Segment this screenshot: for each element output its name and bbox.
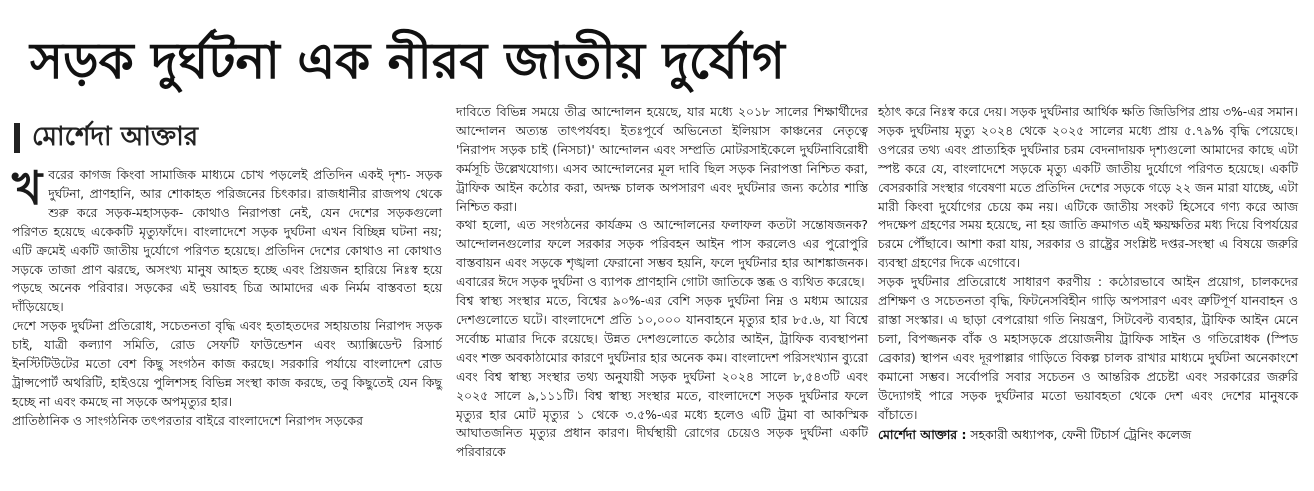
article-column-2: [456, 103, 868, 462]
paragraph: [12, 161, 442, 317]
drop-cap: খ: [12, 161, 43, 215]
article-column-3: [878, 103, 1298, 424]
paragraph: দেশে সড়ক দুর্ঘটনা প্রতিরোধ, সচেতনতা বৃদ্ধি এবং হতাহতদের সহায়তায় নিরাপদ সড়ক চাই, যাত্রী কল্যাণ সমিতি, রোড সেফটি ফাউন্ডেশন এবং অ্যাক্সিডেন্ট রিসার্চ ইনস্টিটিউটের মতো বেশ কিছু সংগঠন কাজ করছে। সরকারি পর্যায়ে বাংলাদেশ রোড ট্রান্সপোর্ট অথরিটি, হাইওয়ে পুলিশসহ বিভিন্ন সংস্থা কাজ করছে, তবু কিছুতেই যেন কিছু হচ্ছে না এবং কমছে না সড়কে অপমৃত্যুর হার।: [12, 318, 442, 409]
article-column-1: [12, 161, 442, 431]
paragraph: কথা হলো, এত সংগঠনের কার্যক্রম ও আন্দোলনের ফলাফল কতটা সন্তোষজনক? আন্দোলনগুলোর ফলে সরকার সড়ক পরিবহন আইন পাস করলেও এর পুরোপুরি বাস্তবায়ন এবং সড়কে শৃঙ্খলা ফেরানো সম্ভব হয়নি, ফলে দুর্ঘটনার হার আশঙ্কাজনক। এবারের ঈদে সড়ক দুর্ঘটনা ও ব্যাপক প্রাণহানি গোটা জাতিকে স্তব্ধ ও ব্যথিত করেছে।: [456, 217, 868, 290]
byline: [14, 120, 198, 156]
byline-bar: [14, 123, 20, 153]
author-note-desc: সহকারী অধ্যাপক, ফেনী টিচার্স ট্রেনিং কলেজ: [970, 427, 1192, 442]
byline-author: মোর্শেদা আক্তার: [32, 122, 199, 152]
article-headline: সড়ক দুর্ঘটনা এক নীরব জাতীয় দুর্যোগ: [30, 31, 785, 90]
author-note: [878, 426, 1298, 445]
paragraph: বিশ্ব স্বাস্থ্য সংস্থার মতে, বিশ্বের ৯০%-এর বেশি সড়ক দুর্ঘটনা নিম্ন ও মধ্যম আয়ের দেশগুলোতে ঘটে। বাংলাদেশে প্রতি ১০,০০০ যানবাহনে মৃত্যুর হার ৮৫.৬, যা বিশ্বে সর্বোচ্চ মাত্রার দিকে রয়েছে। উন্নত দেশগুলোতে কঠোর আইন, ট্রাফিক ব্যবস্থাপনা এবং শক্ত অবকাঠামোর কারণে দুর্ঘটনার হার অনেক কম। বাংলাদেশ পরিসংখ্যান ব্যুরো এবং বিশ্ব স্বাস্থ্য সংস্থার তথ্য অনুযায়ী সড়ক দুর্ঘটনা ২০২৪ সালে ৮,৫৪৩টি এবং ২০২৫ সালে ৯,১১১টি। বিশ্ব স্বাস্থ্য সংস্থার মতে, বাংলাদেশে সড়ক দুর্ঘটনার ফলে মৃত্যুর হার মোট মৃত্যুর ১ থেকে ৩.৫%-এর মধ্যে হলেও এটি ট্রমা বা আকস্মিক আঘাতজনিত মৃত্যুর প্রধান কারণ। দীর্ঘস্থায়ী রোগের চেয়েও সড়ক দুর্ঘটনা একটি পরিবারকে: [456, 293, 868, 460]
paragraph: দাবিতে বিভিন্ন সময়ে তীব্র আন্দোলন হয়েছে, যার মধ্যে ২০১৮ সালের শিক্ষার্থীদের আন্দোলন অত্যন্ত তাৎপর্যবহ। ইতঃপূর্বে অভিনেতা ইলিয়াস কাঞ্চনের নেতৃত্বে 'নিরাপদ সড়ক চাই (নিসচা)' আন্দোলন এবং সম্প্রতি মোটরসাইকেলে দুর্ঘটনাবিরোধী কর্মসূচি উল্লেখযোগ্য। এসব আন্দোলনের মূল দাবি ছিল সড়ক নিরাপত্তা নিশ্চিত করা, ট্রাফিক আইন কঠোর করা, অদক্ষ চালক অপসারণ এবং দুর্ঘটনার জন্য কঠোর শাস্তি নিশ্চিত করা।: [456, 104, 868, 214]
paragraph: হঠাৎ করে নিঃস্ব করে দেয়। সড়ক দুর্ঘটনার আর্থিক ক্ষতি জিডিপির প্রায় ৩%-এর সমান। সড়ক দুর্ঘটনায় মৃত্যু ২০২৪ থেকে ২০২৫ সালের মধ্যে প্রায় ৫.৭৯% বৃদ্ধি পেয়েছে। ওপরের তথ্য এবং প্রাত্যহিক দুর্ঘটনার চরম বেদনাদায়ক দৃশ্যগুলো আমাদের কাছে এটা স্পষ্ট করে যে, বাংলাদেশে সড়কে মৃত্যু একটি জাতীয় দুর্যোগে পরিণত হয়েছে। একটি বেসরকারি সংস্থার গবেষণা মতে প্রতিদিন দেশের সড়কে গড়ে ২২ জন মারা যাচ্ছে, এটা মারী কিংবা দুর্যোগের চেয়ে কম নয়। এটিকে জাতীয় সংকট হিসেবে গণ্য করে আজ পদক্ষেপ গ্রহণের সময় হয়েছে, না হয় জাতি ক্রমাগত এই ক্ষয়ক্ষতির মধ্য দিয়ে বিপর্যয়ের চরমে পৌঁছাবে। আশা করা যায়, সরকার ও রাষ্ট্রের সংশ্লিষ্ট দপ্তর-সংস্থা এ বিষয়ে জরুরি ব্যবস্থা গ্রহণের দিকে এগোবে।: [878, 104, 1298, 271]
paragraph: প্রাতিষ্ঠানিক ও সাংগঠনিক তৎপরতার বাইরে বাংলাদেশে নিরাপদ সড়কের: [12, 412, 363, 428]
paragraph-text: বরের কাগজ কিংবা সামাজিক মাধ্যমে চোখ পড়লেই প্রতিদিন একই দৃশ্য- সড়ক দুর্ঘটনা, প্রাণহানি, আর শোকাহত পরিজনের চিৎকার। রাজধানীর রাজপথ থেকে শুরু করে সড়ক-মহাসড়ক- কোথাও নিরাপত্তা নেই, যেন দেশের সড়কগুলো পরিণত হয়েছে একেকটি মৃত্যুফাঁদে। বাংলাদেশে সড়ক দুর্ঘটনা এখন বিচ্ছিন্ন ঘটনা নয়; এটি ক্রমেই একটি জাতীয় দুর্যোগে পরিণত হয়েছে। প্রতিদিন দেশের কোথাও না কোথাও সড়কে তাজা প্রাণ ঝরছে, অসংখ্য মানুষ আহত হচ্ছে এবং প্রিয়জন হারিয়ে নিঃস্ব হয়ে পড়ছে অনেক পরিবার। সড়কের এই ভয়াবহ চিত্র আমাদের এক নির্মম বাস্তবতা হয়ে দাঁড়িয়েছে।: [12, 167, 442, 315]
author-note-label: মোর্শেদা আক্তার :: [878, 427, 967, 442]
paragraph: সড়ক দুর্ঘটনার প্রতিরোধে সাধারণ করণীয় : কঠোরভাবে আইন প্রয়োগ, চালকদের প্রশিক্ষণ ও সচেতনতা বৃদ্ধি, ফিটনেসবিহীন গাড়ি অপসারণ এবং ত্রুটিপূর্ণ যানবাহন ও রাস্তা সংস্কার। এ ছাড়া বেপরোয়া গতি নিয়ন্ত্রণ, সিটবেল্ট ব্যবহার, ট্রাফিক আইন মেনে চলা, বিপজ্জনক বাঁক ও মহাসড়কে প্রয়োজনীয় ট্রাফিক সাইন ও গতিরোধক (স্পিড ব্রেকার) স্থাপন এবং দূরপাল্লার গাড়িতে বিকল্প চালক রাখার মাধ্যমে দুর্ঘটনা অনেকাংশে কমানো সম্ভব। সর্বোপরি সবার সচেতন ও আন্তরিক প্রচেষ্টা এবং সরকারের জরুরি উদ্যোগই পারে সড়ক দুর্ঘটনার মতো ভয়াবহতা থেকে দেশ এবং দেশের মানুষকে বাঁচাতে।: [878, 274, 1298, 422]
